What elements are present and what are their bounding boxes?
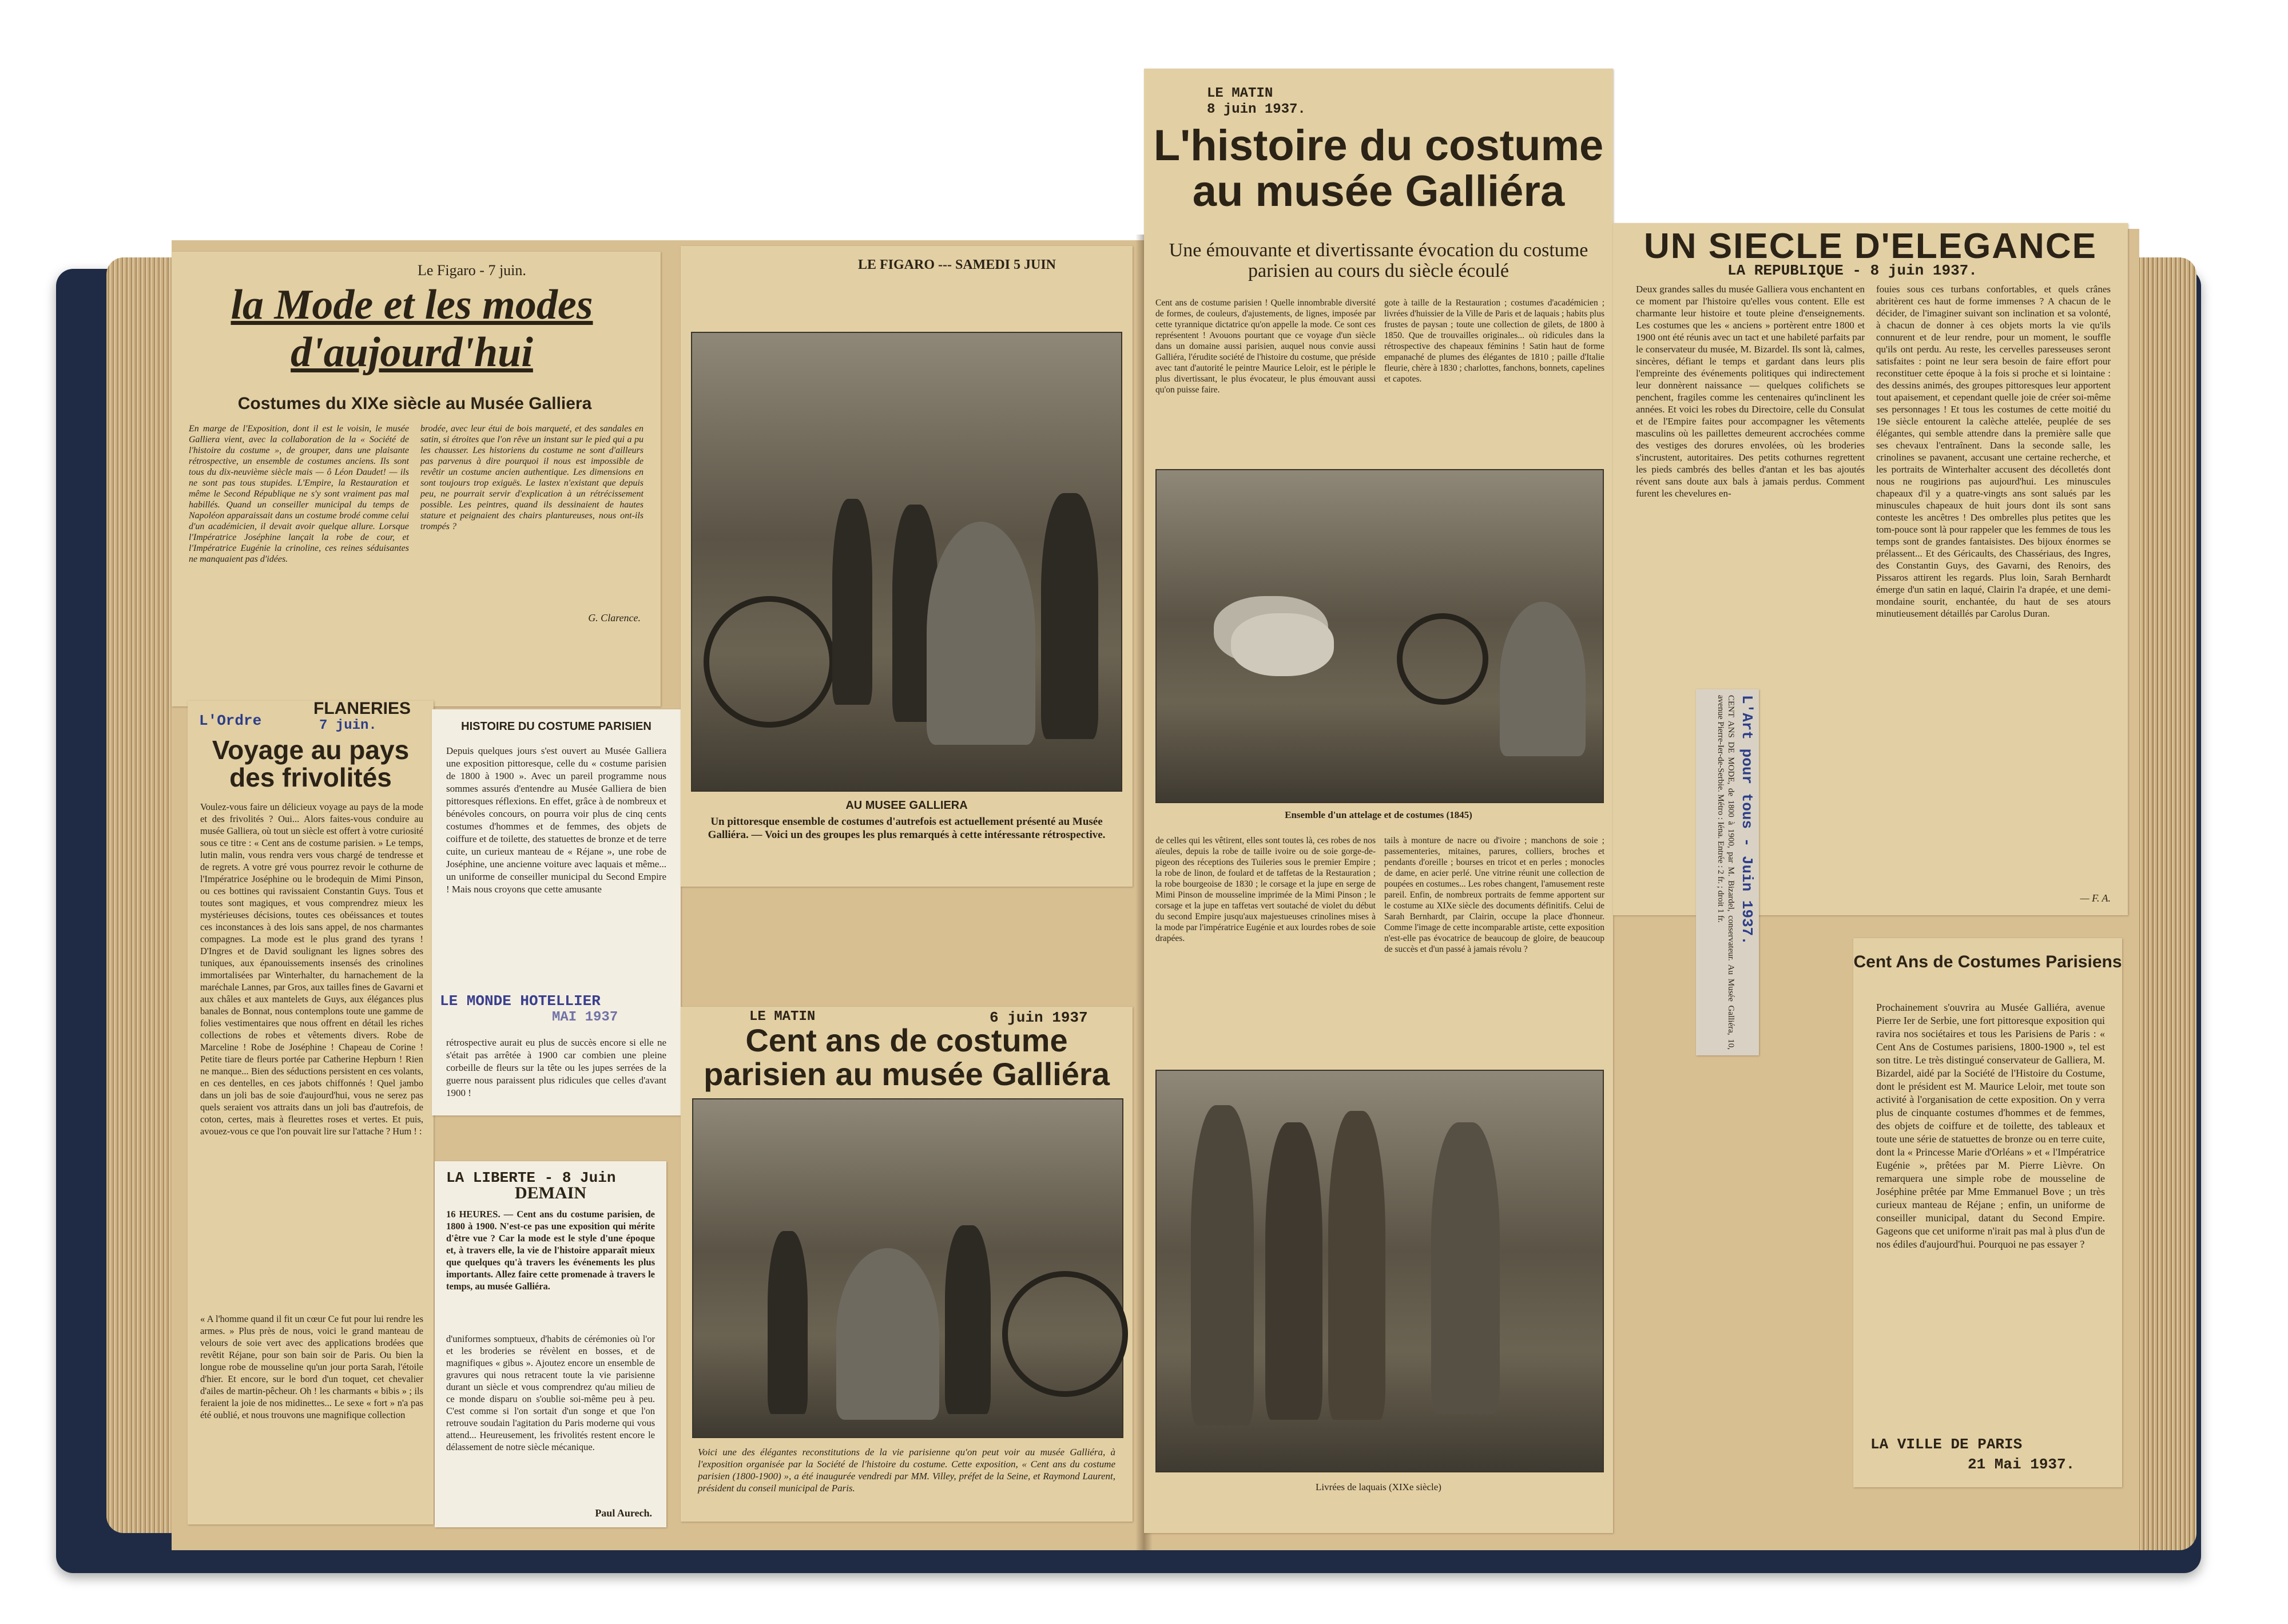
source-label: LA VILLE DE PARIS: [1870, 1436, 2023, 1453]
figure-lackey: [1328, 1111, 1385, 1420]
clipping-matin-6-juin: [681, 1007, 1133, 1522]
column-2: fouies sous ces turbans confortables, et quels crânes abritèrent ces haut de forme immenses ? A chacun de le décider, de l'imaginer suivant son inclination et sa volonté, à chacun de donner à ces objets morts la vie qu'ils connurent et de leur rendre, pour un moment, le souffle qu'ils ont perdu. Au reste, les cervelles paresseuses seront satisfaites : point ne leur sera besoin de faire effort pour reconstituer cette époque à la fois si proche et si lointaine : des dessins animés, des groupes pittoresques leur apportent tout apaisement, et cependant quelle joie de créer soi-même ses personnages ! Et tous les costumes de cette moitié du 19e siècle entourent la calèche attelée, peuplée de ses élégantes, qui semble attendre dans la première salle que ses chevaux l'entraînent. Dans la seconde salle, les crinolines se pavanent, accusant une certaine recherche, et les portraits de Winterhalter accusent des décolletés dont nous ne rougirions pas aujourd'hui. Les minuscules chapeaux d'il y a quatre-vingts ans sont salués par les minuscules chapeaux de huit jours dont ils sont sans conteste les ancêtres ! Des ombrelles plus petites que les tom-pouce sont là pour rappeler que les femmes de tous les temps sont de grandes fantaisistes. Des bijoux énormes se prélassent... Et des Géricaults, des Chassériaus, des Ingres, des Constantin Guys, des Gavarni, des Renoirs, des Pissaros attirent les regards. Plus loin, Sarah Bernhardt émerge d'un satin en laqué, Clairin l'a drapée, et une demi-mondaine sourit, enchantée, du haut de ses atours minutieusement détaillés par Carolus Duran.: [1876, 284, 2111, 619]
carriage-wheel: [1002, 1271, 1128, 1397]
figure-lady-crinoline: [927, 522, 1035, 745]
source-label: Le Figaro - 7 juin.: [418, 262, 526, 279]
photo-label: AU MUSEE GALLIERA: [845, 799, 968, 812]
figure-coachman: [1041, 493, 1098, 739]
clipping-ville-de-paris: [1853, 938, 2122, 1487]
figure-footman: [832, 499, 872, 705]
clipping-histoire-costume: [432, 709, 681, 1115]
photo-attelage: [1155, 469, 1604, 803]
horse: [1231, 613, 1334, 676]
column-3: de celles qui les vêtirent, elles sont toutes là, ces robes de nos aïeules, depuis la robe de taille ivoire ou de soie gorge-de-pigeon des réceptions des Tuileries sous le premier Empire ; la robe de linon, de foulard et de taffetas de la Restauration ; la robe bourgeoise de 1830 ; le corsage et la jupe en serge de Mimi Pinson de mousseline imprimée de la Mimi Pinson ; le corsage et la jupe en taffetas vert soutaché de violet du début du second Empire jusqu'aux majestueuses crinolines mises à la mode par l'impératrice Eugénie et aux lourdes robes de soie drapées.: [1155, 836, 1376, 943]
article-body: 16 HEURES. — Cent ans du costume parisien, de 1800 à 1900. N'est-ce pas une exposition qui mérite d'être vue ? Car la mode est le style d'une époque et, à travers elle, la vie de l'histoire apparaît mieux que quelques qu'à travers les événements les plus importants. Allez faire cette promenade à travers le temps, au musée Galliéra.: [446, 1209, 655, 1292]
signature: G. Clarence.: [588, 612, 641, 624]
rubric: FLANERIES: [313, 701, 411, 718]
article-body-continued: « A l'homme quand il fit un cœur Ce fut pour lui rendre les armes. » Plus près de nous, voici le grand manteau de velours de soie vert avec des applications brodées que revêtit Réjane, pour son bain soir de Paris. Ou bien la longue robe de mousseline qu'un jour porta Sarah, l'étoile d'hier. Et encore, sur le bord d'un toquet, cet chevalier d'ailes de martin-pêcheur. Oh ! les charmants « bibis » ; ils feraient la joie de nos midinettes... Le sexe « fort » n'a pas été oublié, et nous trouvons une magnifique collection: [200, 1313, 423, 1420]
column-1: En marge de l'Exposition, dont il est le voisin, le musée Galliera vient, avec la collaboration de la « Société de l'histoire du costume », de grouper, dans une plaisante rétrospective, un ensemble de costumes anciens. Ils sont tous du dix-neuvième siècle mais — ô Léon Daudet! — ils ne sont pas tous stupides. L'Empire, la Restauration et même le Second République ne s'y sont vraiment pas mal habillés. Quand un conseiller municipal du temps de Napoléon apparaissait dans un costume brodé comme celui d'un académicien, il devait avoir quelque allure. Lorsque l'Impératrice Joséphine lançait la robe de cour, et l'Impératrice Eugénie la crinoline, ces reines séduisantes ne manquaient pas d'idées.: [189, 424, 409, 564]
clipping-figaro-5-juin: [681, 246, 1133, 887]
photo-caption: Ensemble d'un attelage et de costumes (1845): [1285, 809, 1472, 820]
carriage-wheel: [704, 596, 835, 728]
headline: Cent Ans de Costumes Parisiens: [1853, 952, 2122, 971]
article-body: Depuis quelques jours s'est ouvert au Musée Galliera une exposition pittoresque, celle du « costume parisien de 1800 à 1900 ». Avec un pareil programme nous sommes assurés d'entendre au Musée Galliera de bien pittoresques réflexions. En effet, grâce à de nombreux et bénévoles concours, on pourra voir plus de cinq cents costumes d'hommes et de femmes, des objets de coiffure et de toilette, des statuettes de bronze et de terre cuite, un curieux manteau de « Réjane », une robe de Joséphine, une ancienne voiture avec laquais et même... un uniforme de conseiller municipal du Second Empire ! Mais nous croyons que cette amusante: [446, 745, 666, 895]
headline: la Mode et les modes: [231, 281, 593, 328]
headline: UN SIECLE D'ELEGANCE: [1644, 227, 2097, 266]
column-4: tails à monture de nacre ou d'ivoire ; manchons de soie ; passementeries, mitaines, parures, colliers, broches et pendants d'oreille ; bourses en tricot et en perles ; monocles de dame, en acier perlé. Une vitrine réunit une collection de poupées en costumes... Les robes changent, l'amusement reste pareil. Enfin, de nombreux portraits de femme apportent sur le costume au XIXe siècle des documents définitifs. Celui de Sarah Bernhardt, par Clairin, occupe la place d'honneur. Comme l'image de cette incomparable artiste, cette exposition n'est-elle pas évocatrice de beaucoup de gloire, de beaucoup de succès et d'un passé à jamais révolu ?: [1384, 836, 1604, 954]
headline: Voyage au pays des frivolités: [212, 735, 410, 793]
publication-stamp: LE MONDE HOTELLIER: [440, 992, 601, 1010]
carriage-wheel: [1397, 613, 1488, 705]
source-label: LA LIBERTE - 8 Juin: [446, 1169, 616, 1186]
article-body-continued: rétrospective aurait eu plus de succès encore si elle ne s'était pas arrêtée à 1900 car combien une pleine corbeille de fleurs sur la tête ou les jupes serrées de la guerre nous paraissent plus ridicules que celles d'avant 1900 !: [446, 1037, 666, 1098]
source-label: LE MATIN: [1207, 86, 1273, 101]
figure-coachman: [945, 1225, 991, 1414]
photo-carriage-scene: [691, 332, 1122, 792]
figure-gentleman: [768, 1231, 808, 1414]
clipping-art-pour-tous: [1696, 689, 1759, 1055]
column-2: brodée, avec leur étui de bois marqueté, et des sandales en satin, si étroites que l'on rêve un instant sur le pied qui a pu les chausser. Les historiens du costume ne sont d'ailleurs pas parvenus à dire pourquoi il nous est impossible de revêtir un costume ancien authentique. Les dimensions en sont toujours trop exiguës. Le lastex n'existant que depuis peu, ne pourrait servir d'explication à un rétrécissement possible. Les peintres, quand ils dessinaient de hautes stature et peignaient des chairs plantureuses, nous ont-ils trompés ?: [420, 424, 644, 531]
figure-lackey: [1191, 1105, 1254, 1426]
source-label: LA REPUBLIQUE - 8 juin 1937.: [1727, 262, 1977, 279]
source-label: L'Ordre: [199, 712, 262, 729]
photo-caption: Livrées de laquais (XIXe siècle): [1316, 1482, 1441, 1492]
headline-line-2: d'aujourd'hui: [291, 329, 533, 376]
photo-caption: Un pittoresque ensemble de costumes d'autrefois est actuellement présenté au Musée Galliéra. — Voici un des groupes les plus remarqués à cette intéressante rétrospective.: [708, 816, 1106, 841]
clipping-matin-8-juin: [1144, 69, 1613, 1533]
source-label: L'Art pour tous - Juin 1937.: [1738, 695, 1755, 945]
column-1: Deux grandes salles du musée Galliera vous enchantent en ce moment par l'histoire qu'elles vous content. Elle est charmante leur histoire et toute pleine d'enseignements. Les costumes que les « anciens » portèrent entre 1800 et 1900 ont été réunis avec un tact et une habileté parfaits par le conservateur du musée, M. Bizardel. Ils sont là, calmes, sincères, défiant le temps et gardant dans leurs plis l'empreinte des événements politiques qui indirectement leur donnèrent naissance — quelques colifichets se penchent, fragiles comme les centenaires qu'inclinent les années. Et voici les robes du Directoire, celle du Consulat et de l'Empire faites pour accompagner les vêtements masculins où les paillettes demeurent accrochées comme des vestiges des dorures envolées, où les broderies s'incrustent, autoritaires. Des petits cothurnes regrettent les pieds cambrés des belles d'antan et les bas ajoutés révent sans doute aux bals à jamais perdus. Comment furent les chevelures en-: [1636, 284, 1865, 499]
figure-lackey: [1431, 1122, 1500, 1414]
figure-lackey: [1265, 1122, 1322, 1420]
headline: HISTOIRE DU COSTUME PARISIEN: [461, 720, 652, 733]
clipping-lordre: [188, 701, 434, 1524]
date-label: 6 juin 1937: [990, 1009, 1088, 1026]
clipping-la-liberte: [435, 1161, 666, 1527]
figure-lady-crinoline: [836, 1248, 939, 1420]
clipping-figaro-7-juin: [172, 252, 661, 706]
photo-livrees-laquais: [1155, 1070, 1604, 1472]
date-stamp: 7 juin.: [319, 718, 377, 733]
date-label: 21 Mai 1937.: [1968, 1456, 2075, 1473]
article-body: Prochainement s'ouvrira au Musée Galliéra, avenue Pierre Ier de Serbie, une fort pittoresque exposition qui ravira nos sociétaires et tous les Parisiens de Paris : « Cent Ans de Costumes parisiens, 1800-1900 », tel est son titre. Le très distingué conservateur de Galliera, M. Bizardel, aidé par la Société de l'Histoire du Costume, dont le président est M. Maurice Leloir, met toute son activité à l'organisation de cette exposition. On y verra plus de cinquante costumes d'hommes et de femmes, des objets de coiffure et de toilette, des tableaux et toute une série de statuettes de bronze ou en terre cuite, dont la « Princesse Marie d'Orléans » et « l'Impératrice Eugénie », prêtées par M. Pierre Lièvre. On remarquera une simple robe de mousseline de Joséphine prêtée par Mme Emmanuel Bove ; un très curieux manteau de Réjane ; enfin, un uniforme de conseiller municipal, datant du Second Empire. Gageons que cet uniforme n'irait pas mal à plus d'un de nos édiles d'aujourd'hui. Pourquoi ne pas essayer ?: [1876, 1002, 2105, 1250]
signature: Paul Aurech.: [595, 1507, 652, 1519]
figure-lady: [1500, 602, 1586, 756]
article-body-continued: d'uniformes somptueux, d'habits de cérémonies où l'or et les broderies se révèlent en bosses, et de magnifiques « gibus ». Ajoutez encore un ensemble de gravures qui nous retracent toute la vie parisienne durant un siècle et vous comprendrez qu'au milieu de ce monde disparu on s'oublie soi-même peu à peu. C'est comme si l'on sortait d'un songe et que l'on retrouve soudain l'agitation du Paris moderne qui vous attend... Heureusement, les frivolités restent encore le délassement de notre siècle mécanique.: [446, 1333, 655, 1452]
photo-caption: Voici une des élégantes reconstitutions de la vie parisienne qu'on peut voir au musée Galliéra, à l'exposition organisée par la Société de l'histoire du costume. Cette exposition, « Cent ans du costume parisien (1800-1900) », a été inaugurée vendredi par MM. Villey, préfet de la Seine, et Raymond Laurent, président du conseil municipal de Paris.: [698, 1447, 1115, 1494]
signature: — F. A.: [2080, 892, 2111, 904]
article-body: CENT ANS DE MODE, de 1800 à 1900, par M. Bizardel, conservateur. Au Musée Galliéra, 10, avenue Pierre-Ier-de-Serbie. Métro : Iéna. Entrée : 2 fr. ; droit 1 fr.: [1716, 695, 1735, 1050]
subheadline: Costumes du XIXe siècle au Musée Galliera: [237, 394, 592, 413]
photo-carriage-scene-2: [692, 1098, 1123, 1438]
column-2: gote à taille de la Restauration ; costumes d'académicien ; livrées d'huissier de la Ville de Paris et de laquais ; habits plus frustes de paysan ; toute une collection de gilets, de 1800 à 1850. Que de trouvailles originales... où ridicules dans la rétrospective des chapeaux féminins ! Satin haut de forme empanaché de plumes des élégantes de 1810 ; paille d'Italie fleurie, chère à 1830 ; charlottes, fanchons, bonnets, capelines et capotes.: [1384, 298, 1604, 384]
source-label: LE MATIN: [749, 1009, 816, 1025]
rotated-block: [1696, 689, 1759, 1055]
clipping-la-republique: [1613, 223, 2128, 915]
article-body: Voulez-vous faire un délicieux voyage au pays de la mode et des frivolités ? Oui... Alors faites-vous conduire au musée Galliera, où tout un siècle est offert à votre curiosité sous ce titre : « Cent ans de costume parisien. » Le temps, lutin malin, vous rendra vers vous chargé de tendresse et de regrets. A votre gré vous pourrez revoir le cothurne de l'Impératrice Joséphine ou le brodequin de Mimi Pinson, ou ces bottines qui ravissaient Constantin Guys. Tous et toutes sont magiques, et vous comprendrez mieux les mystérieuses décisions, toutes ces obéissances et toutes ces inconstances à des lois sans appel, de nos charmantes compagnes. La mode est le plus grand des tyrans ! D'Ingres et de David soulignant les lignes sobres des tuniques, aux épanouissements insensés des crinolines immortalisées par Winterhalter, du harnachement de la maréchale Lannes, par Gros, aux tailles fines de Gavarni et aux châles et aux mantelets de Guys, aux élégances plus banales de Bonnat, nous contemplons toute une gamme de folies vestimentaires que nous offrent en détail les riches collections de robes et vêtements divers. Robe de Marceline ! Robe de Joséphine ! Chapeau de Corine ! Petite tiare de fleurs portée par Catherine Hepburn ! Rien ne manque... Bien des séductions persistent en ces volants, en ces dentelles, en ces jabots chiffonnés ! Quel jambo dans un joli bas de soie d'aujourd'hui, vous ne serez pas quels seraient vos attraits dans un joli bas d'autrefois, de coton, certes, mais à fleurettes roses et vertes. Et puis, avouez-vous ce que l'on pouvait lire sur l'attache ? Hum ! :: [200, 801, 423, 1137]
rubric: DEMAIN: [515, 1184, 586, 1202]
subheadline: Une émouvante et divertissante évocation du costume parisien au cours du siècle écoulé: [1169, 240, 1588, 281]
date-stamp: MAI 1937: [552, 1010, 618, 1025]
headline: L'histoire du costume au musée Galliéra: [1153, 121, 1604, 216]
date-label: 8 juin 1937.: [1207, 102, 1306, 117]
headline: Cent ans de costume parisien au musée Galliéra: [704, 1022, 1110, 1092]
column-1: Cent ans de costume parisien ! Quelle innombrable diversité de formes, de couleurs, d'ajustements, de lignes, imposée par cette tyrannique dictatrice qu'on appelle la mode. Ce sont ces représentent ! Avouons pourtant que ce voyage d'un siècle dans un domaine aussi parisien, auquel nous convie aussi Galliéra, l'érudite société de l'histoire du costume, que préside avec tant d'autorité le peintre Maurice Leloir, est le périple le plus divertissant, le plus évocateur, le plus émouvant aussi qu'on puisse faire.: [1155, 298, 1376, 395]
source-label: LE FIGARO --- SAMEDI 5 JUIN: [858, 257, 1056, 272]
